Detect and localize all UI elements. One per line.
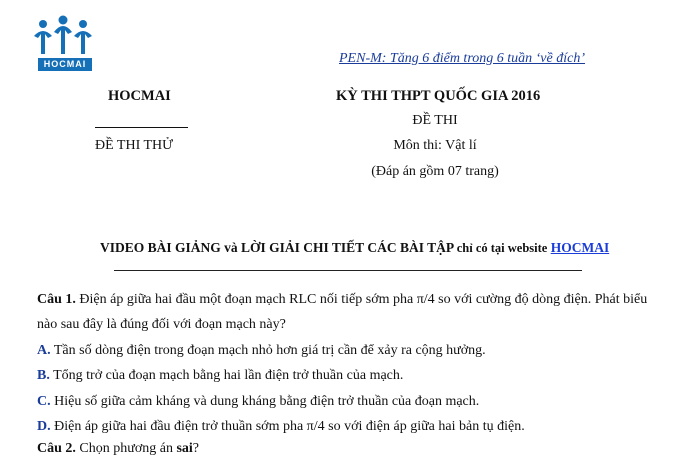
exam-subject: Môn thi: Vật lí (393, 138, 477, 153)
question-text: nào sau đây là đúng đối với đoạn mạch này? (37, 317, 286, 332)
question-1-stem-cont (37, 317, 286, 333)
section-divider (114, 270, 582, 271)
hocmai-website-link[interactable]: HOCMAI (550, 240, 610, 255)
question-1-stem (37, 292, 647, 308)
answer-option-d[interactable] (37, 419, 525, 435)
exam-type-label: ĐỀ THI THỬ (95, 138, 174, 153)
question-2-stem (37, 441, 199, 457)
exam-title: KỲ THI THPT QUỐC GIA 2016 (336, 88, 541, 104)
question-label: Câu 2. (37, 441, 76, 456)
question-text: Điện áp giữa hai đầu một đoạn mạch RLC nối tiếp sớm pha π/4 so với cường độ dòng điện. Phát biểu (79, 292, 648, 307)
answer-option-c[interactable] (37, 394, 479, 410)
organization-name: HOCMAI (108, 88, 171, 104)
option-text: Điện áp giữa hai đầu điện trở thuần sớm pha π/4 so với điện áp giữa hai bản tụ điện. (54, 419, 525, 434)
option-label: A. (37, 343, 51, 358)
logo-wordmark: HOCMAI (38, 58, 92, 71)
divider (95, 127, 188, 128)
promo-tagline-link[interactable]: PEN-M: Tăng 6 điểm trong 6 tuần ‘về đích’ (339, 51, 585, 66)
option-label: C. (37, 394, 51, 409)
exam-pages-note: (Đáp án gồm 07 trang) (371, 164, 499, 179)
question-suffix: ? (192, 441, 200, 456)
option-label: D. (37, 419, 51, 434)
question-label: Câu 1. (37, 292, 76, 307)
option-text: Tổng trở của đoạn mạch bằng hai lần điện trở thuần của mạch. (53, 368, 404, 383)
option-text: Hiệu số giữa cảm kháng và dung kháng bằng điện trở thuần của đoạn mạch. (54, 394, 480, 409)
question-text: Chọn phương án (79, 441, 173, 456)
answer-option-a[interactable] (37, 343, 486, 359)
answer-option-b[interactable] (37, 368, 403, 384)
option-text: Tần số dòng điện trong đoạn mạch nhỏ hơn giá trị cần để xảy ra cộng hưởng. (53, 343, 486, 358)
option-label: B. (37, 368, 50, 383)
question-emphasis: sai (176, 441, 193, 456)
promo-line (100, 240, 609, 256)
promo-small-text: chỉ có tại website (456, 241, 548, 255)
promo-text: VIDEO BÀI GIẢNG và LỜI GIẢI CHI TIẾT CÁC BÀI TẬP (100, 240, 454, 255)
exam-subtitle: ĐỀ THI (412, 113, 458, 128)
